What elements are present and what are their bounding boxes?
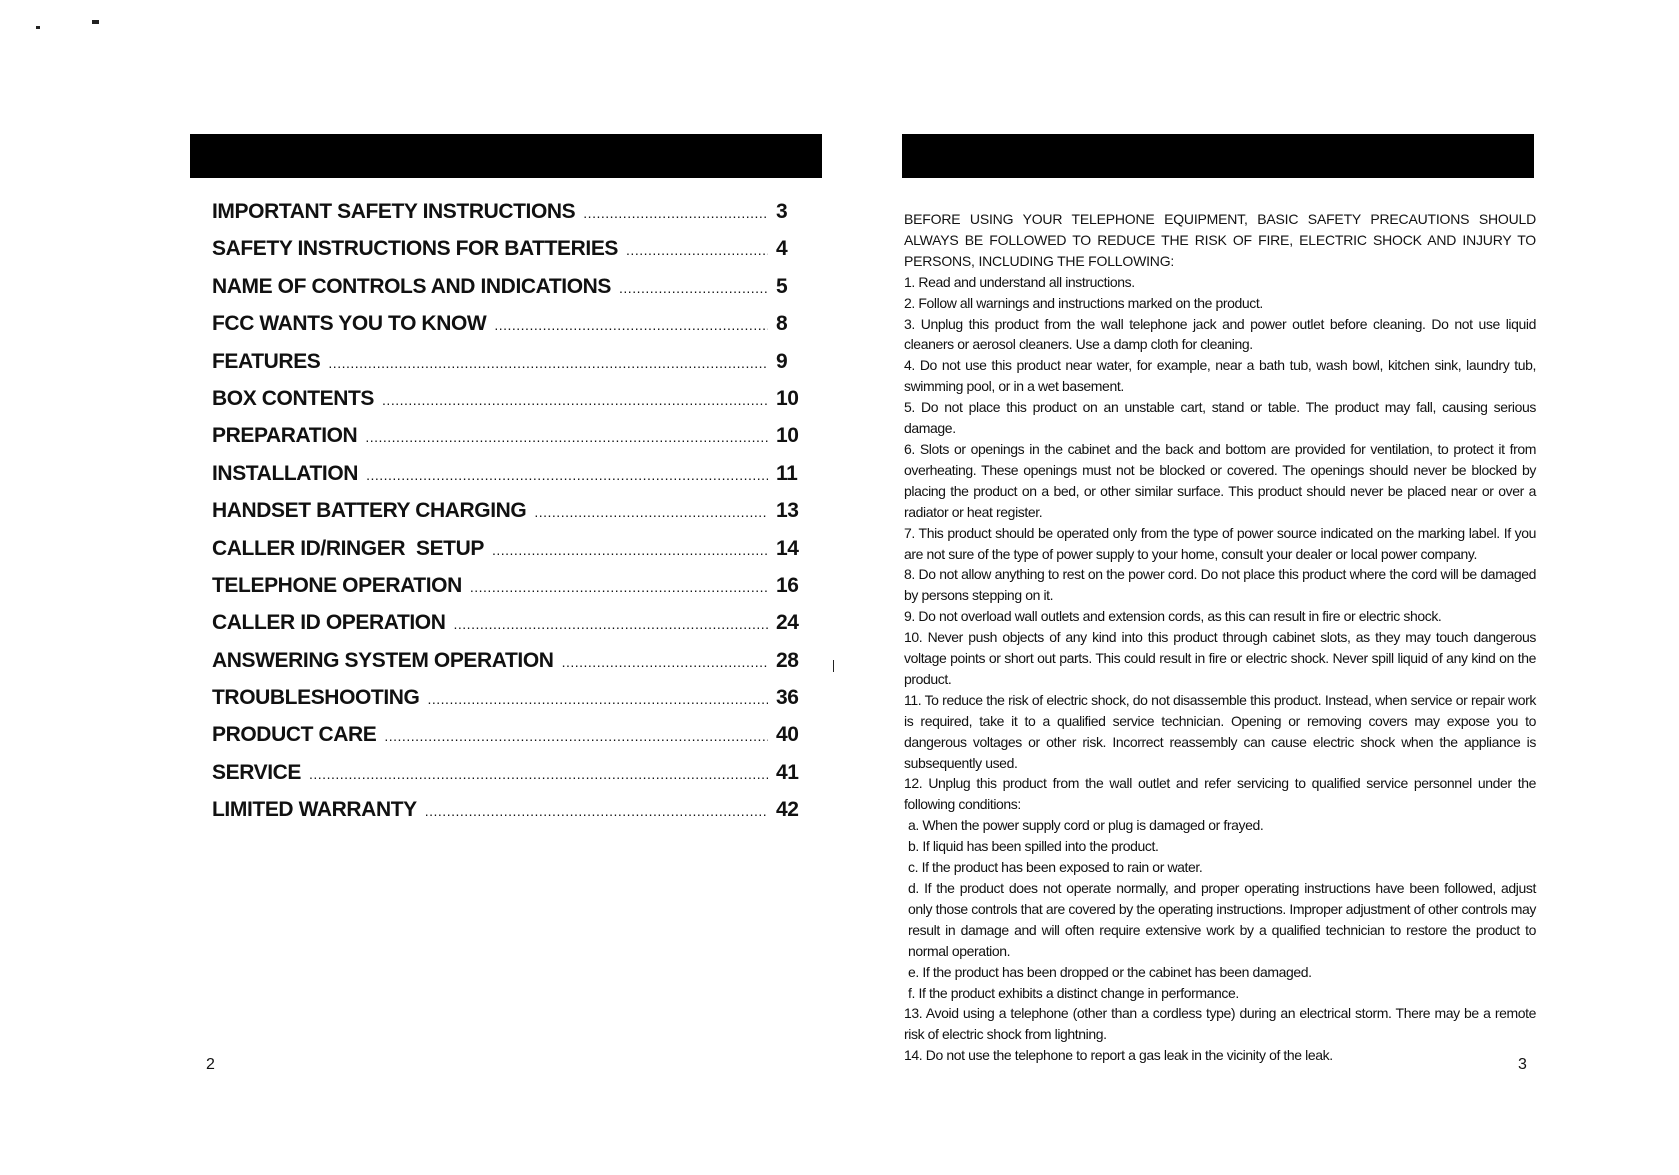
toc-leader-dots (365, 429, 768, 445)
toc-entry (212, 574, 802, 611)
toc-entry-title: TROUBLESHOOTING (212, 686, 420, 710)
safety-item: 14. Do not use the telephone to report a gas leak in the vicinity of the leak. (904, 1047, 1333, 1064)
toc-entry-title: SERVICE (212, 760, 302, 784)
toc-leader-dots (562, 654, 768, 670)
toc-entry (212, 312, 802, 349)
toc-leader-dots (384, 728, 768, 744)
toc-entry (212, 387, 802, 424)
safety-item: 3. Unplug this product from the wall telephone jack and power outlet before cleaning. Do not use liquid cleaners or aerosol cleaners. Use a damp cloth for cleaning. (904, 315, 1536, 353)
safety-sub-item: d. If the product does not operate normally, and proper operating instructions have been followed, adjust only those controls that are covered by the operating instructions. Improper adjustment of other controls may result in damage and will often require extensive work by a qualified technician to restore the product to normal operation. (908, 880, 1536, 959)
safety-sub-item: e. If the product has been dropped or the cabinet has been damaged. (908, 963, 1312, 980)
safety-item: 1. Read and understand all instructions. (904, 273, 1135, 290)
toc-entry-title: PRODUCT CARE (212, 723, 377, 747)
page-number-left: 2 (206, 1056, 215, 1073)
toc-entry-page: 40 (776, 723, 799, 747)
safety-list (904, 272, 1536, 1066)
toc-entry-page: 8 (776, 312, 788, 336)
toc-entry-page: 36 (776, 686, 799, 710)
toc-entry-title: HANDSET BATTERY CHARGING (212, 499, 527, 523)
toc-leader-dots (328, 355, 768, 371)
toc-entry-page: 14 (776, 536, 799, 560)
toc-entry-page: 28 (776, 648, 799, 672)
toc-entry-title: CALLER ID/RINGER SETUP (212, 536, 484, 560)
scan-speck (36, 26, 40, 29)
toc-leader-dots (470, 579, 768, 595)
safety-sub-item: f. If the product exhibits a distinct change in performance. (908, 984, 1239, 1001)
toc-entry-title: NAME OF CONTROLS AND INDICATIONS (212, 274, 612, 298)
safety-item: 12. Unplug this product from the wall outlet and refer servicing to qualified service personnel under the following conditions: (904, 775, 1536, 813)
safety-sub-item: a. When the power supply cord or plug is damaged or frayed. (908, 817, 1264, 834)
toc-entry (212, 611, 802, 648)
toc-entry-page: 4 (776, 237, 788, 261)
toc-entry (212, 499, 802, 536)
toc-entry (212, 200, 802, 237)
safety-item: 10. Never push objects of any kind into this product through cabinet slots, as they may touch dangerous voltage points or short out parts. This could result in fire or electric shock. Never spill liquid of any kind on the product. (904, 629, 1536, 687)
toc-leader-dots (425, 803, 768, 819)
safety-item: 11. To reduce the risk of electric shock, do not disassemble this product. Instead, when service or repair work is required, take it to a qualified service technician. Opening or removing covers may expose you to dangerous voltages or other risk. Incorrect reassembly can cause electric shock when the appliance is subsequently used. (904, 691, 1536, 771)
toc-entry-title: FCC WANTS YOU TO KNOW (212, 312, 487, 336)
toc-entry (212, 537, 802, 574)
toc-entry-title: BOX CONTENTS (212, 386, 375, 410)
toc-leader-dots (619, 280, 768, 296)
toc-entry-page: 9 (776, 349, 788, 373)
toc-entry-page: 10 (776, 386, 799, 410)
toc-entry-title: CALLER ID OPERATION (212, 611, 446, 635)
toc-leader-dots (309, 766, 768, 782)
toc-entry (212, 649, 802, 686)
safety-sub-item: c. If the product has been exposed to rain or water. (908, 859, 1203, 876)
page-number-right: 3 (1518, 1056, 1527, 1073)
right-header-bar (902, 134, 1534, 178)
toc-leader-dots (626, 242, 768, 258)
toc-entry (212, 237, 802, 274)
toc-entry (212, 424, 802, 461)
toc-entry-title: INSTALLATION (212, 461, 359, 485)
toc-entry-page: 41 (776, 760, 799, 784)
scan-speck (92, 20, 99, 24)
toc-entry (212, 723, 802, 760)
toc-leader-dots (454, 616, 768, 632)
safety-item: 2. Follow all warnings and instructions marked on the product. (904, 294, 1263, 311)
safety-item: 13. Avoid using a telephone (other than a cordless type) during an electrical storm. There may be a remote risk of electric shock from lightning. (904, 1005, 1536, 1043)
toc-leader-dots (492, 542, 768, 558)
toc-entry (212, 761, 802, 798)
toc-entry-title: ANSWERING SYSTEM OPERATION (212, 648, 554, 672)
toc-entry-title: TELEPHONE OPERATION (212, 573, 462, 597)
safety-intro: BEFORE USING YOUR TELEPHONE EQUIPMENT, BASIC SAFETY PRECAUTIONS SHOULD ALWAYS BE FOLLOWED TO REDUCE THE RISK OF FIRE, ELECTRIC SHOCK AND INJURY TO PERSONS, INCLUDING THE FOLLOWING: (904, 211, 1536, 269)
safety-item: 4. Do not use this product near water, for example, near a bath tub, wash bowl, kitchen sink, laundry tub, swimming pool, or in a wet basement. (904, 357, 1536, 395)
toc-leader-dots (382, 392, 768, 408)
toc-entry-page: 13 (776, 499, 799, 523)
table-of-contents (212, 200, 802, 836)
safety-instructions (904, 209, 1536, 1066)
toc-leader-dots (366, 467, 768, 483)
toc-leader-dots (534, 504, 768, 520)
toc-entry-title: LIMITED WARRANTY (212, 798, 417, 822)
toc-leader-dots (494, 317, 768, 333)
toc-entry-page: 3 (776, 200, 788, 223)
toc-entry (212, 275, 802, 312)
toc-entry (212, 462, 802, 499)
toc-entry-title: IMPORTANT SAFETY INSTRUCTIONS (212, 200, 576, 223)
toc-entry-page: 24 (776, 611, 799, 635)
toc-leader-dots (583, 205, 768, 221)
toc-entry-page: 16 (776, 573, 799, 597)
toc-leader-dots (428, 691, 769, 707)
scan-speck (833, 660, 834, 672)
toc-entry (212, 798, 802, 835)
toc-entry-title: FEATURES (212, 349, 321, 373)
safety-item: 6. Slots or openings in the cabinet and the back and bottom are provided for ventilation, to protect it from overheating. These openings must not be blocked or covered. The openings should never be blocked by placing the product on a bed, or other similar surface. This product should never be placed near or over a radiator or heat register. (904, 440, 1536, 520)
safety-sub-item: b. If liquid has been spilled into the product. (908, 838, 1159, 855)
toc-entry-title: SAFETY INSTRUCTIONS FOR BATTERIES (212, 237, 619, 261)
toc-entry-page: 42 (776, 798, 799, 822)
safety-item: 9. Do not overload wall outlets and extension cords, as this can result in fire or electric shock. (904, 608, 1442, 625)
toc-entry-page: 10 (776, 424, 799, 448)
toc-entry-title: PREPARATION (212, 424, 358, 448)
toc-entry (212, 350, 802, 387)
left-header-bar (190, 134, 822, 178)
toc-entry-page: 5 (776, 274, 788, 298)
safety-item: 5. Do not place this product on an unstable cart, stand or table. The product may fall, causing serious damage. (904, 399, 1536, 437)
toc-entry (212, 686, 802, 723)
toc-entry-page: 11 (776, 461, 798, 485)
safety-item: 7. This product should be operated only from the type of power source indicated on the marking label. If you are not sure of the type of power supply to your home, consult your dealer or local power company. (904, 524, 1536, 562)
safety-item: 8. Do not allow anything to rest on the power cord. Do not place this product where the cord will be damaged by persons stepping on it. (904, 566, 1536, 604)
